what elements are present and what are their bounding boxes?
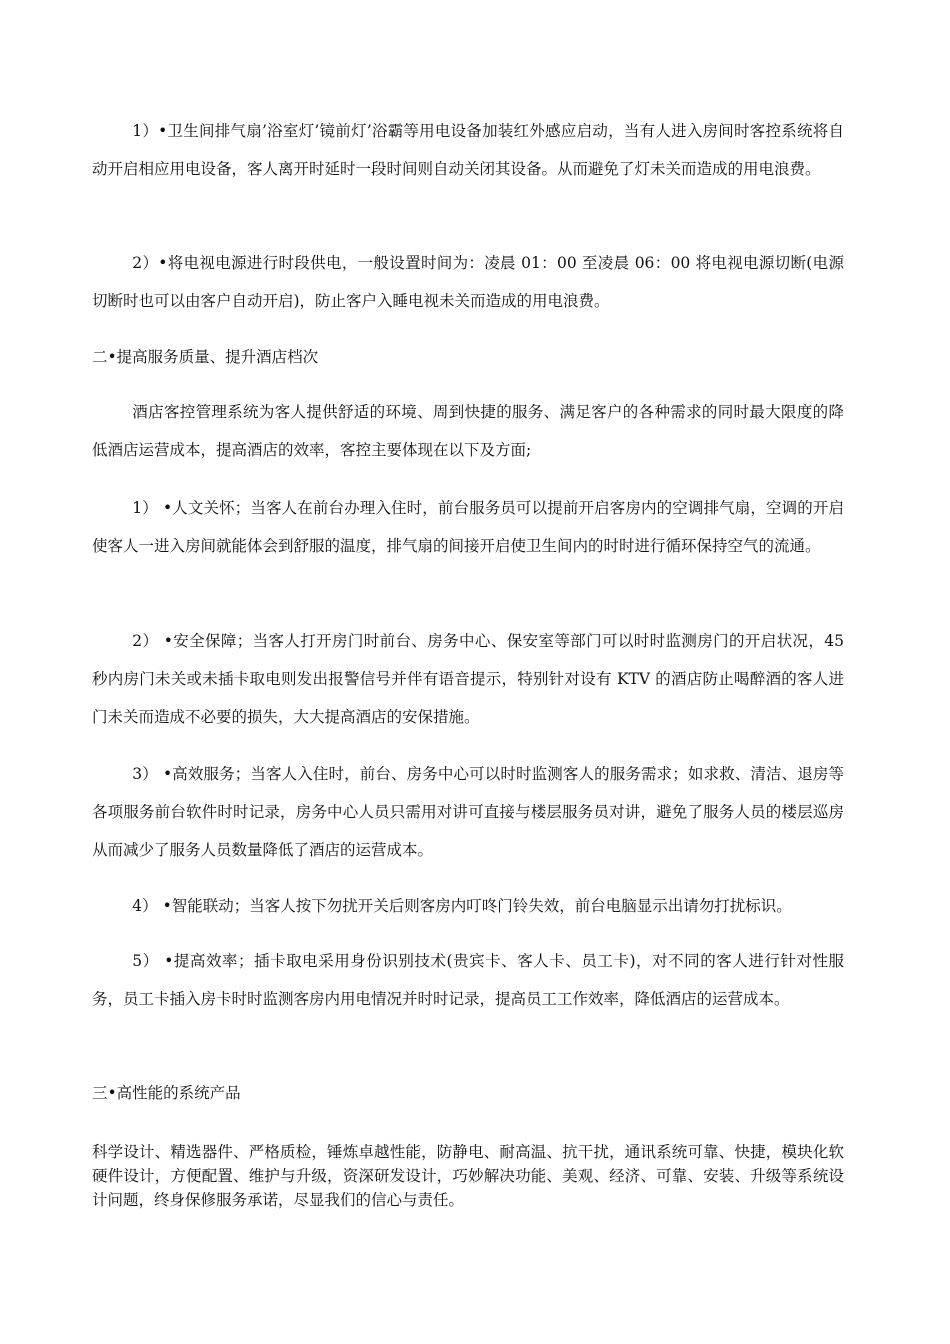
paragraph-efficient-service: 3） •高效服务；当客人入住时，前台、房务中心可以时时监测客人的服务需求；如求救、清洁、退房等各项服务前台软件时时记录，房务中心人员只需用对讲可直接与楼层服务员对讲，避免了服务人员的楼层巡房从而减少了服务人员数量降低了酒店的运营成本。 bbox=[92, 765, 844, 859]
section-heading-service-quality: 二•提高服务质量、提升酒店档次 bbox=[92, 348, 319, 366]
paragraph-efficiency: 5） •提高效率；插卡取电采用身份识别技术(贵宾卡、客人卡、员工卡)，对不同的客人进行针对性服务，员工卡插入房卡时时监测客房内用电情况并时时记录，提高员工工作效率，降低酒店的运营成本。 bbox=[92, 952, 844, 1008]
section-heading-products: 三•高性能的系统产品 bbox=[92, 1084, 241, 1102]
paragraph-tv-power-schedule: 2）•将电视电源进行时段供电，一般设置时间为：凌晨 01：00 至凌晨 06：00 将电视电源切断(电源切断时也可以由客户自动开启)，防止客户入睡电视未关而造成的用电浪费。 bbox=[92, 254, 844, 310]
paragraph-system-overview: 酒店客控管理系统为客人提供舒适的环境、周到快捷的服务、满足客户的各种需求的同时最大限度的降低酒店运营成本，提高酒店的效率，客控主要体现在以下及方面; bbox=[92, 403, 844, 459]
paragraph-humanistic-care: 1） •人文关怀；当客人在前台办理入住时，前台服务员可以提前开启客房内的空调排气扇，空调的开启使客人一进入房间就能体会到舒服的温度，排气扇的间接开启使卫生间内的时时进行循环保持空气的流通。 bbox=[92, 499, 844, 555]
paragraph-security: 2） •安全保障；当客人打开房门时前台、房务中心、保安室等部门可以时时监测房门的开启状况，45 秒内房门未关或未插卡取电则发出报警信号并伴有语音提示，特别针对设有 KTV 的酒店防止喝醉酒的客人进门未关而造成不必要的损失，大大提高酒店的安保措施。 bbox=[92, 632, 844, 726]
paragraph-sensor-lighting: 1）•卫生间排气扇’浴室灯’镜前灯’浴霸等用电设备加装红外感应启动，当有人进入房间时客控系统将自动开启相应用电设备，客人离开时延时一段时间则自动关闭其设备。从而避免了灯未关而造成的用电浪费。 bbox=[92, 122, 844, 178]
paragraph-product-design: 科学设计、精选器件、严格质检，锤炼卓越性能，防静电、耐高温、抗干扰，通讯系统可靠、快捷，模块化软硬件设计，方便配置、维护与升级，资深研发设计，巧妙解决功能、美观、经济、可靠、安装、升级等系统设计问题，终身保修服务承诺，尽显我们的信心与责任。 bbox=[92, 1143, 844, 1209]
paragraph-smart-linkage: 4） •智能联动；当客人按下勿扰开关后则客房内叮咚门铃失效，前台电脑显示出请勿打扰标识。 bbox=[132, 897, 792, 915]
